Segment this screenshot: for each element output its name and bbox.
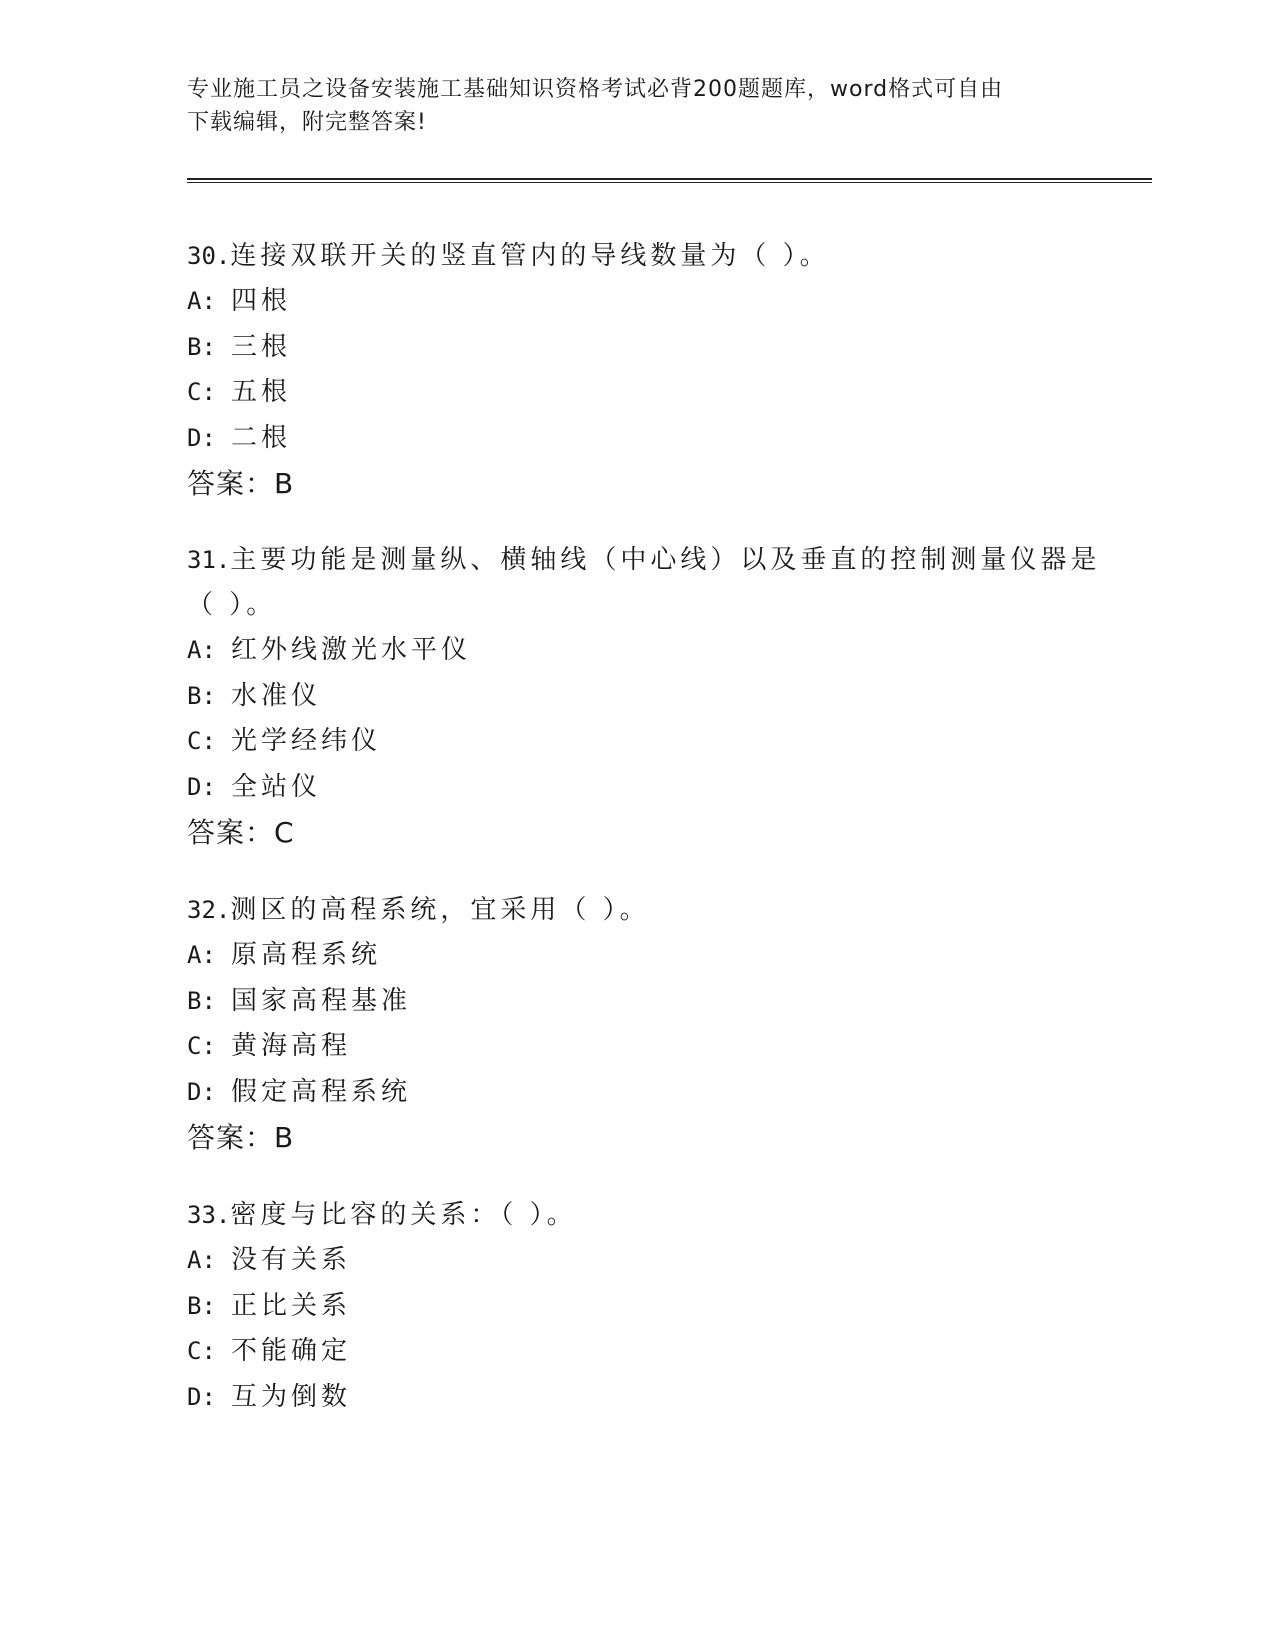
- option-b: [187, 1284, 1087, 1330]
- option-key: A:: [187, 1246, 216, 1274]
- question-stem-continued: （ ）。: [187, 590, 277, 620]
- option-text: 三根: [231, 331, 292, 362]
- answer-label: 答案：B: [187, 1121, 295, 1154]
- option-key: C:: [187, 1337, 216, 1365]
- document-header-line-1: 专业施工员之设备安装施工基础知识资格考试必背200题题库，word格式可自由: [187, 77, 1004, 102]
- option-key: B:: [187, 1291, 216, 1320]
- question-32: [187, 888, 1087, 1160]
- option-b: [187, 979, 1087, 1025]
- option-c: [187, 1024, 1087, 1070]
- option-key: B:: [187, 986, 216, 1015]
- option-b: [187, 325, 1087, 371]
- question-stem: [187, 538, 1101, 583]
- question-stem: [187, 234, 1087, 279]
- option-key: A:: [187, 636, 216, 664]
- option-text: 不能确定: [231, 1336, 352, 1366]
- option-key: B:: [187, 681, 216, 710]
- option-d: [187, 765, 1087, 811]
- question-text: 密度与比容的关系：（ ）。: [230, 1200, 577, 1230]
- option-key: C:: [187, 727, 216, 755]
- option-key: A:: [187, 941, 216, 969]
- question-text: 连接双联开关的竖直管内的导线数量为（ ）。: [230, 241, 830, 271]
- question-number: 31.: [187, 546, 231, 574]
- option-a: [187, 1238, 1087, 1284]
- option-text: 假定高程系统: [231, 1076, 412, 1107]
- option-key: B:: [187, 332, 216, 361]
- question-number: 30.: [187, 242, 231, 270]
- header-divider-thin: [187, 182, 1152, 183]
- answer-label: 答案：B: [187, 467, 295, 500]
- option-text: 没有关系: [231, 1245, 352, 1275]
- option-c: [187, 370, 1087, 416]
- option-key: D:: [187, 1382, 216, 1411]
- question-number: 33.: [187, 1201, 231, 1229]
- document-header-line-2: 下载编辑，附完整答案!: [187, 110, 427, 135]
- header-divider-thick: [187, 178, 1152, 180]
- option-d: [187, 1070, 1087, 1116]
- option-d: [187, 416, 1087, 462]
- option-key: C:: [187, 378, 216, 406]
- option-a: [187, 933, 1087, 979]
- option-key: D:: [187, 1077, 216, 1106]
- option-text: 红外线激光水平仪: [231, 635, 472, 665]
- question-stem: [187, 888, 1087, 933]
- option-a: [187, 628, 1087, 674]
- option-key: C:: [187, 1032, 216, 1060]
- option-text: 正比关系: [231, 1290, 352, 1321]
- option-text: 全站仪: [231, 771, 322, 802]
- question-31: [187, 538, 1101, 855]
- option-text: 四根: [231, 286, 292, 316]
- option-text: 光学经纬仪: [231, 726, 382, 756]
- option-d: [187, 1375, 1087, 1421]
- question-text: 测区的高程系统，宜采用（ ）。: [230, 895, 650, 925]
- option-text: 国家高程基准: [231, 985, 412, 1016]
- option-text: 黄海高程: [231, 1031, 352, 1061]
- answer-label: 答案：C: [187, 816, 295, 849]
- option-c: [187, 1329, 1087, 1375]
- question-text: 主要功能是测量纵、横轴线（中心线）以及垂直的控制测量仪器是: [230, 545, 1101, 575]
- question-number: 32.: [187, 896, 231, 924]
- option-a: [187, 279, 1087, 325]
- option-b: [187, 674, 1087, 720]
- option-key: D:: [187, 772, 216, 801]
- option-text: 水准仪: [231, 680, 322, 711]
- option-text: 互为倒数: [231, 1381, 352, 1412]
- question-33: [187, 1193, 1087, 1420]
- option-text: 原高程系统: [231, 940, 382, 970]
- question-30: [187, 234, 1087, 506]
- option-text: 五根: [231, 377, 292, 407]
- option-key: A:: [187, 287, 216, 315]
- option-c: [187, 719, 1087, 765]
- question-stem: [187, 1193, 1087, 1238]
- option-key: D:: [187, 423, 216, 452]
- option-text: 二根: [231, 422, 292, 453]
